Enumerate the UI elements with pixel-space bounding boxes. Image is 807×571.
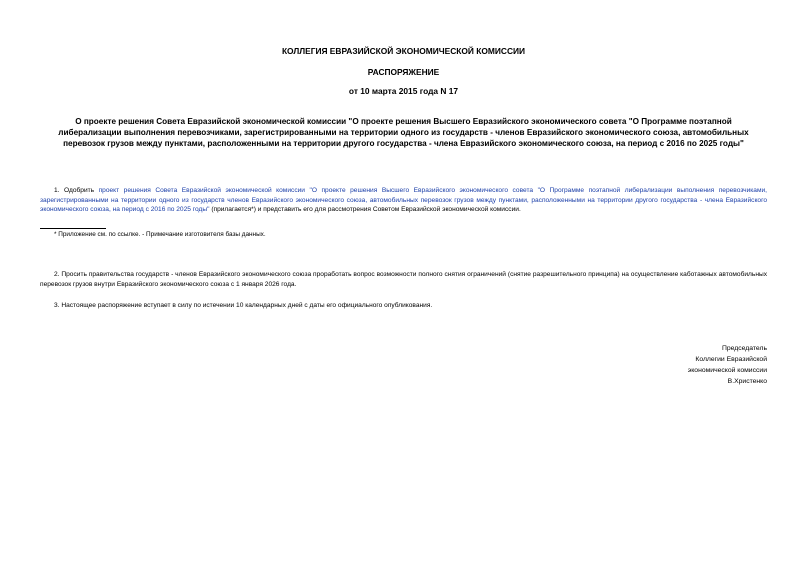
signature-organization: экономической комиссии bbox=[687, 367, 767, 374]
organization-heading: КОЛЛЕГИЯ ЕВРАЗИЙСКОЙ ЭКОНОМИЧЕСКОЙ КОМИССИИ bbox=[281, 46, 526, 56]
paragraph-1 bbox=[40, 186, 767, 215]
paragraph-1-prefix: 1. Одобрить bbox=[54, 187, 99, 194]
paragraph-1-suffix: (прилагается*) и представить его для рассмотрения Советом Евразийской экономической комиссии. bbox=[209, 206, 521, 214]
document-date: от 10 марта 2015 года N 17 bbox=[348, 86, 459, 96]
signature-position: Председатель bbox=[722, 345, 767, 352]
document-type-heading: РАСПОРЯЖЕНИЕ bbox=[367, 67, 440, 77]
draft-decision-link[interactable]: проект решения Совета Евразийской экономической комиссии "О проекте решения Высшего Евразийского экономического совета "О Программе поэтапной либерализации выполнения перевозчиками, зарегистрированными на территории одного из государств членов Евразийского экономического союза, автомобильных перевозок грузов между пунктами, расположенными на территории другого государства - члена Евразийского экономического союза, на период с 2016 по 2025 годы" bbox=[40, 187, 767, 214]
signature-block bbox=[567, 343, 767, 387]
footnote: * Приложение см. по ссылке. - Примечание изготовителя базы данных. bbox=[54, 231, 266, 238]
signature-name: В.Христенко bbox=[727, 378, 767, 385]
paragraph-3: 3. Настоящее распоряжение вступает в силу по истечении 10 календарных дней с даты его официального опубликования. bbox=[54, 302, 433, 309]
paragraph-2: 2. Просить правительства государств - членов Евразийского экономического союза проработать вопрос возможности полного снятия ограничений (снятие разрешительного принципа) на осуществление каботажных автомобильных перевозок грузов внутри Евразийского экономического союза с 1 января 2026 года. bbox=[40, 271, 767, 288]
footnote-divider bbox=[40, 228, 106, 229]
document-title: О проекте решения Совета Евразийской экономической комиссии "О проекте решения Высшего Евразийского экономического совета "О Программе поэтапной либерализации выполнения перевозчиками, зарегистрированными на территории одного из государств - членов Евразийского экономического союза, автомобильных перевозок грузов между пунктами, расположенными на территории другого государства - члена Евразийского экономического союза, на период с 2016 по 2025 годы" bbox=[58, 117, 749, 149]
signature-body: Коллегии Евразийской bbox=[695, 356, 767, 363]
